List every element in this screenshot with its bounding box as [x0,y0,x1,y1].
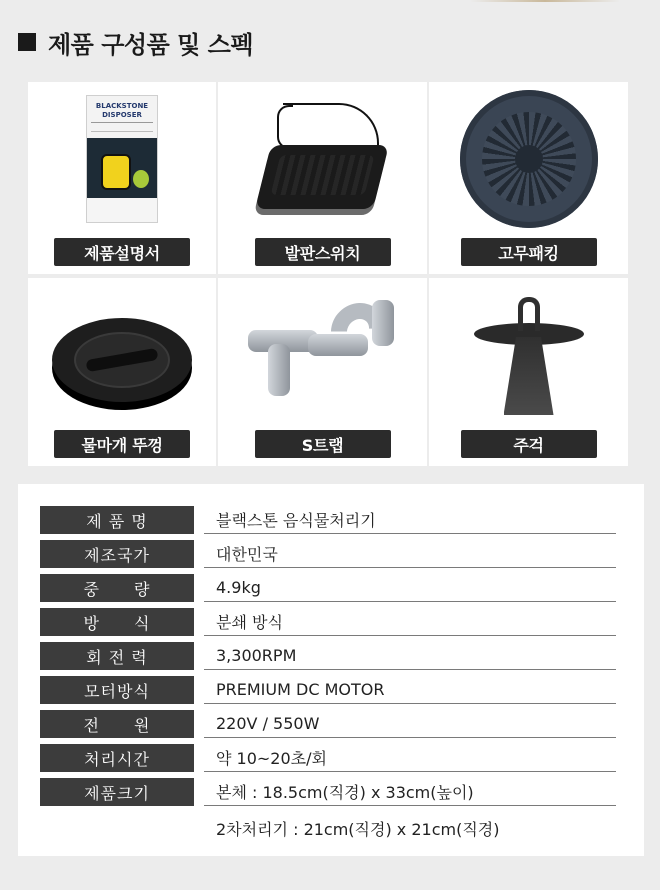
component-label: S트랩 [255,430,391,458]
spec-row-weight [40,574,616,602]
component-card-rubber-gasket [429,82,628,274]
rubber-gasket-icon [460,90,598,228]
spec-value: 4.9kg [204,574,616,602]
spec-row-power [40,710,616,738]
component-label: 발판스위치 [255,238,391,266]
spec-row-size [40,778,616,806]
top-accent-line [470,0,620,2]
square-bullet-icon [18,33,36,51]
spec-row-product-name [40,506,616,534]
spec-key: 회 전 력 [40,642,194,670]
spec-row-country [40,540,616,568]
spec-key: 모터방식 [40,676,194,704]
spec-value: PREMIUM DC MOTOR [204,676,616,704]
spec-value: 분쇄 방식 [204,608,616,636]
spec-value: 본체 : 18.5cm(직경) x 33cm(높이) [204,778,616,806]
spec-row-motor [40,676,616,704]
spec-value: 대한민국 [204,540,616,568]
spec-value: 3,300RPM [204,642,616,670]
spec-row-rpm [40,642,616,670]
spec-value: 약 10~20초/회 [204,744,616,772]
spec-size-secondary: 2차처리기 : 21cm(직경) x 21cm(직경) [216,819,500,839]
component-label: 물마개 뚜껑 [54,430,190,458]
spec-key: 제 품 명 [40,506,194,534]
components-grid [28,82,628,466]
section-title [18,22,253,62]
component-label: 주걱 [461,430,597,458]
spec-key: 처리시간 [40,744,194,772]
component-label: 제품설명서 [54,238,190,266]
component-card-foot-switch [218,82,427,274]
spec-key: 전 원 [40,710,194,738]
component-label: 고무패킹 [461,238,597,266]
component-card-s-trap [218,278,427,466]
spec-value: 블랙스톤 음식물처리기 [204,506,616,534]
drain-stopper-icon [52,318,192,402]
manual-booklet-icon [86,95,158,223]
component-card-splash-guard [429,278,628,466]
foot-switch-icon [253,99,393,219]
spec-key: 중 량 [40,574,194,602]
manual-brand-text: BLACKSTONE DISPOSER [95,102,149,119]
spec-key: 제조국가 [40,540,194,568]
component-card-drain-stopper [28,278,216,466]
spec-value: 220V / 550W [204,710,616,738]
spec-row-processing-time [40,744,616,772]
spec-table [18,484,644,856]
spec-key: 방 식 [40,608,194,636]
component-card-manual [28,82,216,274]
splash-guard-icon [474,293,584,417]
spec-row-method [40,608,616,636]
s-trap-pipe-icon [238,300,408,410]
spec-key: 제품크기 [40,778,194,806]
section-title-text: 제품 구성품 및 스펙 [48,30,254,59]
